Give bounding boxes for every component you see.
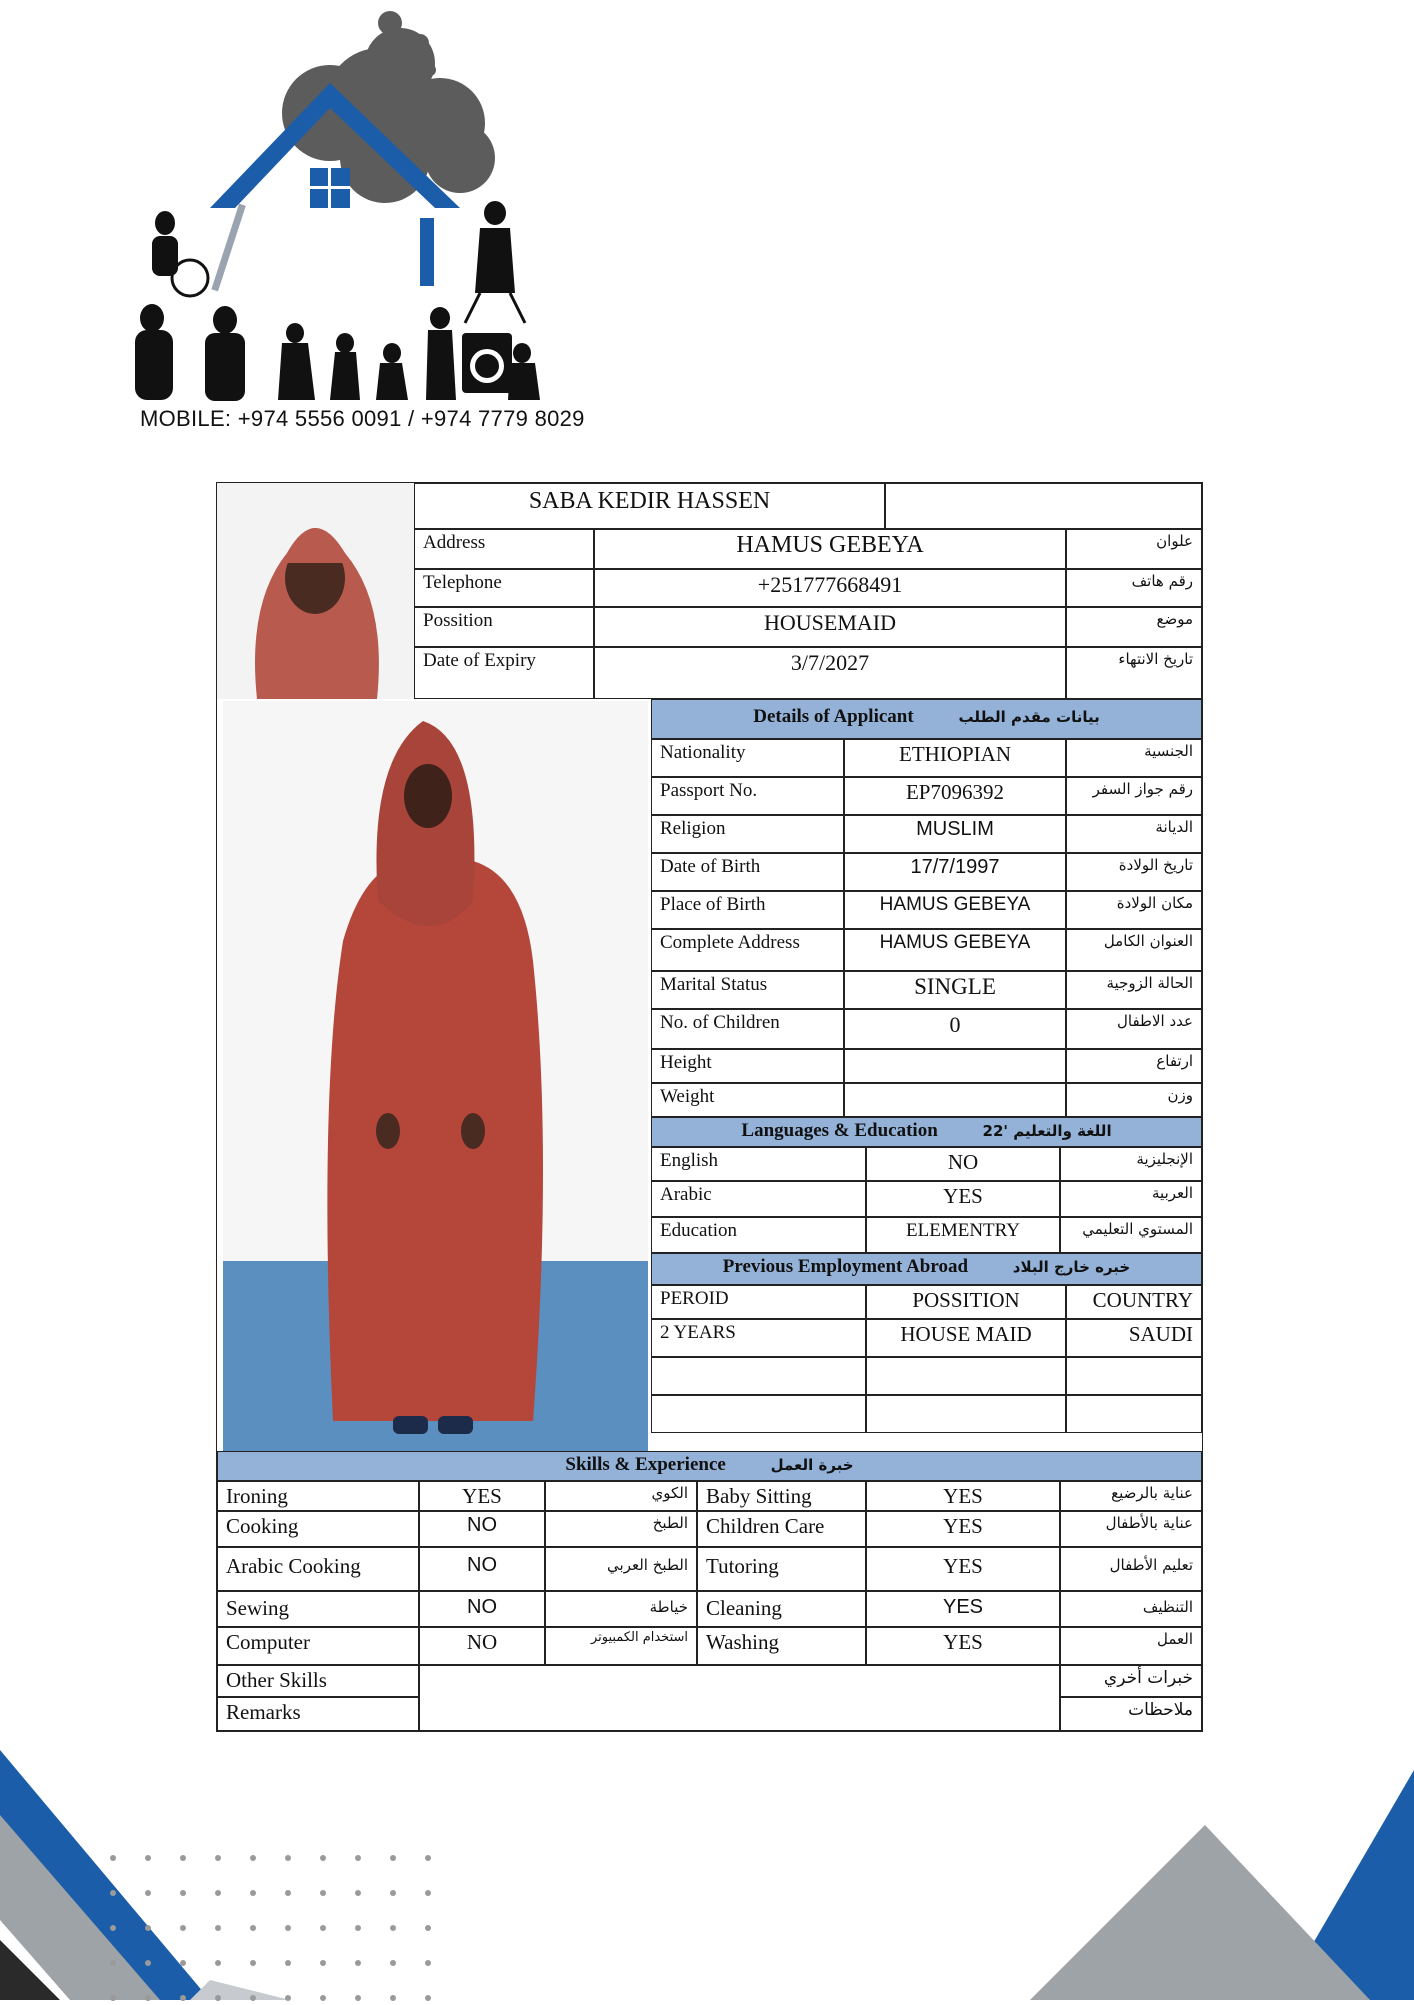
decorative-dot — [355, 1925, 361, 1931]
decorative-dot — [285, 1855, 291, 1861]
employment-row-period: 2 YEARS — [651, 1319, 866, 1357]
employment-header-position: POSSITION — [866, 1285, 1066, 1319]
company-logo — [130, 8, 550, 408]
other-skills-ar: خبرات أخري — [1060, 1665, 1202, 1697]
complete-address-ar: العنوان الكامل — [1066, 929, 1202, 971]
decorative-dot — [110, 1925, 116, 1931]
religion-value: MUSLIM — [844, 815, 1066, 853]
telephone-ar: رقم هاتف — [1066, 569, 1202, 607]
decorative-dot — [250, 1925, 256, 1931]
decorative-dot — [425, 1855, 431, 1861]
decorative-dot — [145, 1995, 151, 2001]
skill-value: YES — [866, 1591, 1060, 1627]
employment-row-empty — [1066, 1395, 1202, 1433]
employment-row-country: SAUDI — [1066, 1319, 1202, 1357]
religion-ar: الديانة — [1066, 815, 1202, 853]
decorative-dot — [110, 1890, 116, 1896]
expiry-ar: تاريخ الانتهاء — [1066, 647, 1202, 699]
skill-ar: العمل — [1060, 1627, 1202, 1665]
skill-ar: الكوي — [545, 1481, 697, 1511]
decorative-dot — [180, 1855, 186, 1861]
skill-label: Baby Sitting — [697, 1481, 866, 1511]
applicant-name: SABA KEDIR HASSEN — [414, 483, 885, 529]
skill-value: YES — [866, 1511, 1060, 1547]
complete-address-label: Complete Address — [651, 929, 844, 971]
skill-value: YES — [866, 1547, 1060, 1591]
skill-value: NO — [419, 1511, 545, 1547]
expiry-label: Date of Expiry — [414, 647, 594, 699]
education-ar: المستوي التعليمي — [1060, 1217, 1202, 1253]
employment-row-empty — [866, 1357, 1066, 1395]
address-ar: علوان — [1066, 529, 1202, 569]
decorative-dot — [355, 1890, 361, 1896]
languages-title: Languages & Education — [741, 1120, 938, 1141]
skills-header — [217, 1451, 1202, 1481]
marital-label: Marital Status — [651, 971, 844, 1009]
decorative-dot — [320, 1995, 326, 2001]
skill-ar: التنظيف — [1060, 1591, 1202, 1627]
decorative-dot — [425, 1925, 431, 1931]
decorative-dot — [425, 1890, 431, 1896]
full-body-photo — [223, 701, 648, 1451]
complete-address-value: HAMUS GEBEYA — [844, 929, 1066, 971]
decorative-dot — [390, 1995, 396, 2001]
employment-header-period: PEROID — [651, 1285, 866, 1319]
decorative-dot — [320, 1960, 326, 1966]
languages-header — [651, 1117, 1202, 1147]
skill-label: Washing — [697, 1627, 866, 1665]
decorative-dot — [425, 1960, 431, 1966]
decorative-dot — [320, 1890, 326, 1896]
skill-value: YES — [866, 1627, 1060, 1665]
telephone-value: +251777668491 — [594, 569, 1066, 607]
skill-label: Computer — [217, 1627, 419, 1665]
height-ar: ارتفاع — [1066, 1049, 1202, 1083]
skill-label: Tutoring — [697, 1547, 866, 1591]
decorative-dot — [390, 1890, 396, 1896]
skill-value: NO — [419, 1627, 545, 1665]
passport-ar: رقم جواز السفر — [1066, 777, 1202, 815]
employment-title: Previous Employment Abroad — [722, 1256, 969, 1277]
decorative-dot — [425, 1995, 431, 2001]
corner-decoration-right — [1030, 1770, 1414, 2000]
skill-ar: الطبخ العربي — [545, 1547, 697, 1591]
english-ar: الإنجليزية — [1060, 1147, 1202, 1181]
portrait-photo — [217, 483, 414, 699]
decorative-dot — [110, 1960, 116, 1966]
address-label: Address — [414, 529, 594, 569]
employment-row-position: HOUSE MAID — [866, 1319, 1066, 1357]
employment-row-empty — [866, 1395, 1066, 1433]
dob-value: 17/7/1997 — [844, 853, 1066, 891]
details-title-ar: بيانات مقدم الطلب — [958, 708, 1100, 726]
details-title: Details of Applicant — [753, 706, 914, 727]
dot-grid-decoration — [110, 1855, 450, 2000]
skill-value: NO — [419, 1591, 545, 1627]
decorative-dot — [180, 1925, 186, 1931]
decorative-dot — [285, 1890, 291, 1896]
pob-label: Place of Birth — [651, 891, 844, 929]
skills-title: Skills & Experience — [565, 1454, 726, 1475]
employment-title-ar: خبره خارج البلاد — [1012, 1258, 1131, 1276]
pob-value: HAMUS GEBEYA — [844, 891, 1066, 929]
telephone-label: Telephone — [414, 569, 594, 607]
decorative-dot — [180, 1890, 186, 1896]
employment-header-country: COUNTRY — [1066, 1285, 1202, 1319]
marital-value: SINGLE — [844, 971, 1066, 1009]
address-value: HAMUS GEBEYA — [594, 529, 1066, 569]
decorative-dot — [180, 1960, 186, 1966]
decorative-dot — [250, 1960, 256, 1966]
passport-label: Passport No. — [651, 777, 844, 815]
english-label: English — [651, 1147, 866, 1181]
employment-header — [651, 1253, 1202, 1285]
other-skills-value — [419, 1665, 1060, 1731]
education-value: ELEMENTRY — [866, 1217, 1060, 1253]
decorative-dot — [320, 1855, 326, 1861]
dob-label: Date of Birth — [651, 853, 844, 891]
skill-value: YES — [866, 1481, 1060, 1511]
decorative-dot — [215, 1890, 221, 1896]
passport-value: EP7096392 — [844, 777, 1066, 815]
decorative-dot — [390, 1925, 396, 1931]
weight-ar: وزن — [1066, 1083, 1202, 1117]
decorative-dot — [355, 1995, 361, 2001]
name-ar-cell — [885, 483, 1202, 529]
applicant-form — [216, 482, 1203, 1732]
arabic-ar: العربية — [1060, 1181, 1202, 1217]
decorative-dot — [285, 1995, 291, 2001]
children-value: 0 — [844, 1009, 1066, 1049]
decorative-dot — [355, 1855, 361, 1861]
children-label: No. of Children — [651, 1009, 844, 1049]
skill-label: Cleaning — [697, 1591, 866, 1627]
remarks-ar: ملاحظات — [1060, 1697, 1202, 1731]
skill-ar: عناية بالرضيع — [1060, 1481, 1202, 1511]
decorative-dot — [145, 1855, 151, 1861]
decorative-dot — [215, 1960, 221, 1966]
decorative-dot — [390, 1855, 396, 1861]
weight-label: Weight — [651, 1083, 844, 1117]
nationality-ar: الجنسية — [1066, 739, 1202, 777]
decorative-dot — [250, 1855, 256, 1861]
height-label: Height — [651, 1049, 844, 1083]
decorative-dot — [145, 1960, 151, 1966]
decorative-dot — [320, 1925, 326, 1931]
employment-row-empty — [651, 1357, 866, 1395]
skill-value: NO — [419, 1547, 545, 1591]
employment-row-empty — [651, 1395, 866, 1433]
english-value: NO — [866, 1147, 1060, 1181]
arabic-value: YES — [866, 1181, 1060, 1217]
skill-ar: خياطة — [545, 1591, 697, 1627]
skill-ar: الطبخ — [545, 1511, 697, 1547]
decorative-dot — [250, 1890, 256, 1896]
other-skills-label: Other Skills — [217, 1665, 419, 1697]
decorative-dot — [390, 1960, 396, 1966]
employment-row-empty — [1066, 1357, 1202, 1395]
decorative-dot — [180, 1995, 186, 2001]
skill-label: Sewing — [217, 1591, 419, 1627]
arabic-label: Arabic — [651, 1181, 866, 1217]
expiry-value: 3/7/2027 — [594, 647, 1066, 699]
skill-label: Ironing — [217, 1481, 419, 1511]
skill-value: YES — [419, 1481, 545, 1511]
height-value — [844, 1049, 1066, 1083]
religion-label: Religion — [651, 815, 844, 853]
decorative-dot — [250, 1995, 256, 2001]
nationality-label: Nationality — [651, 739, 844, 777]
decorative-dot — [285, 1925, 291, 1931]
dob-ar: تاريخ الولادة — [1066, 853, 1202, 891]
skill-ar: استخدام الكمبيوتر — [545, 1627, 697, 1665]
decorative-dot — [215, 1925, 221, 1931]
children-ar: عدد الاطفال — [1066, 1009, 1202, 1049]
languages-title-ar: اللغة والتعليم '22 — [982, 1122, 1112, 1140]
decorative-dot — [355, 1960, 361, 1966]
decorative-dot — [145, 1890, 151, 1896]
details-header — [651, 699, 1202, 739]
decorative-dot — [145, 1925, 151, 1931]
education-label: Education — [651, 1217, 866, 1253]
pob-ar: مكان الولادة — [1066, 891, 1202, 929]
remarks-label: Remarks — [217, 1697, 419, 1731]
skill-label: Cooking — [217, 1511, 419, 1547]
decorative-dot — [110, 1855, 116, 1861]
decorative-dot — [285, 1960, 291, 1966]
skill-ar: عناية بالأطفال — [1060, 1511, 1202, 1547]
decorative-dot — [215, 1855, 221, 1861]
decorative-dot — [110, 1995, 116, 2001]
company-mobile: MOBILE: +974 5556 0091 / +974 7779 8029 — [140, 406, 585, 431]
skills-title-ar: خبرة العمل — [770, 1456, 854, 1474]
skill-label: Arabic Cooking — [217, 1547, 419, 1591]
position-label: Possition — [414, 607, 594, 647]
position-ar: موضع — [1066, 607, 1202, 647]
nationality-value: ETHIOPIAN — [844, 739, 1066, 777]
decorative-dot — [215, 1995, 221, 2001]
position-value: HOUSEMAID — [594, 607, 1066, 647]
skill-label: Children Care — [697, 1511, 866, 1547]
skill-ar: تعليم الأطفال — [1060, 1547, 1202, 1591]
weight-value — [844, 1083, 1066, 1117]
marital-ar: الحالة الزوجية — [1066, 971, 1202, 1009]
